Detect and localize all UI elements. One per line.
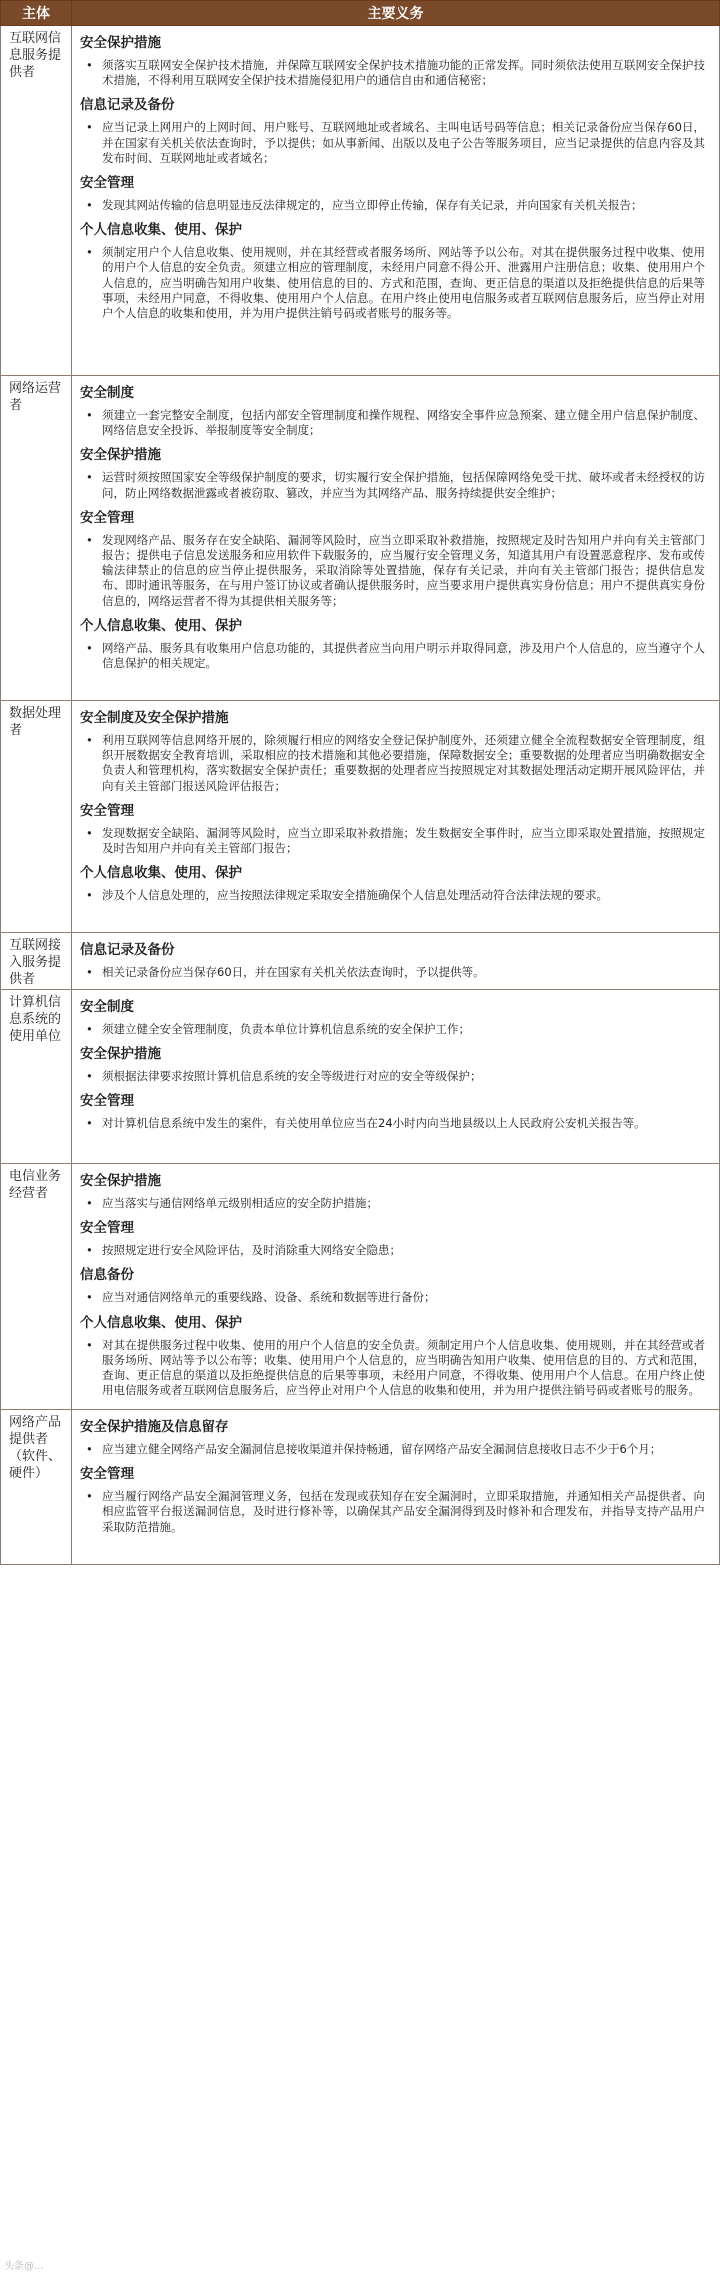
section-text: • 运营时须按照国家安全等级保护制度的要求，切实履行安全保护措施，包括保障网络免受干扰、破坏或者未经授权的访问，防止网络数据泄露或者被窃取、篡改，并应当为其网络产品、服务持续提供安全维护； — [86, 470, 705, 500]
table-row — [1, 26, 720, 376]
section-text: • 利用互联网等信息网络开展的，除须履行相应的网络安全登记保护制度外，还须建立健全全流程数据安全管理制度，组织开展数据安全教育培训，采取相应的技术措施和其他必要措施，保障数据安全；重要数据的处理者应当明确数据安全负责人和管理机构，落实数据安全保护责任；重要数据的处理者应当按照规定对其数据处理活动定期开展风险评估，并向有关主管部门报送风险评估报告； — [86, 733, 705, 794]
duties-cell — [72, 1164, 720, 1410]
section-title: 信息记录及备份 — [80, 942, 175, 958]
subject-cell: 电信业务经营者 — [1, 1164, 72, 1410]
section-text: • 发现数据安全缺陷、漏洞等风险时，应当立即采取补救措施；发生数据安全事件时，应当立即采取处置措施，按照规定及时告知用户并向有关主管部门报告； — [86, 826, 705, 856]
section-title: 个人信息收集、使用、保护 — [80, 617, 242, 634]
section-text: • 发现网络产品、服务存在安全缺陷、漏洞等风险时，应当立即采取补救措施，按照规定及时告知用户并向有关主管部门报告；提供电子信息发送服务和应用软件下载服务的，应当履行安全管理义务，知道其用户有设置恶意程序、发布或传输法律禁止的信息的应当停止提供服务，采取消除等处置措施，保存有关记录，并向有关主管部门报告；提供信息发布、即时通讯等服务，在与用户签订协议或者确认提供服务时，应当要求用户提供真实身份信息；用户不提供真实身份信息的，网络运营者不得为其提供相关服务等； — [86, 533, 705, 609]
table-row — [1, 933, 720, 990]
section-title: 安全保护措施及信息留存 — [80, 1419, 229, 1435]
section-title: 安全管理 — [80, 802, 134, 819]
subject-cell: 数据处理者 — [1, 701, 72, 933]
table-header-row — [1, 1, 720, 26]
section-title: 安全管理 — [80, 1093, 134, 1110]
section-title: 个人信息收集、使用、保护 — [80, 1314, 242, 1331]
section-title: 安全制度及安全保护措施 — [80, 710, 229, 726]
table-row — [1, 990, 720, 1164]
section-text: • 须落实互联网安全保护技术措施，并保障互联网安全保护技术措施功能的正常发挥。同时须依法使用互联网安全保护技术措施，不得利用互联网安全保护技术措施侵犯用户的通信自由和通信秘密； — [86, 58, 705, 88]
section-text: • 网络产品、服务具有收集用户信息功能的，其提供者应当向用户明示并取得同意，涉及用户个人信息的，应当遵守个人信息保护的相关规定。 — [86, 641, 705, 671]
duties-cell — [72, 376, 720, 701]
duties-cell — [72, 1410, 720, 1565]
subject-cell: 计算机信息系统的使用单位 — [1, 990, 72, 1164]
section-title: 信息记录及备份 — [80, 97, 175, 114]
section-title: 安全保护措施 — [80, 1173, 161, 1189]
section-title: 安全管理 — [80, 509, 134, 526]
duties-cell — [72, 933, 720, 990]
watermark: 头条@... — [4, 2261, 44, 2272]
section-title: 信息备份 — [80, 1267, 134, 1284]
section-text: • 发现其网站传输的信息明显违反法律规定的，应当立即停止传输，保存有关记录，并向国家有关机关报告； — [86, 198, 705, 213]
section-text: • 应当履行网络产品安全漏洞管理义务，包括在发现或获知存在安全漏洞时，立即采取措施，并通知相关产品提供者、向相应监管平台报送漏洞信息，及时进行修补等，以确保其产品安全漏洞得到及时修补和合理发布，并指导支持产品用户采取防范措施。 — [86, 1489, 705, 1535]
section-text: • 应当建立健全网络产品安全漏洞信息接收渠道并保持畅通，留存网络产品安全漏洞信息接收日志不少于6个月； — [86, 1442, 705, 1457]
section-text: • 应当落实与通信网络单元级别相适应的安全防护措施； — [86, 1196, 705, 1211]
section-title: 安全管理 — [80, 175, 134, 192]
duties-cell — [72, 701, 720, 933]
subject-cell: 网络产品提供者（软件、硬件） — [1, 1410, 72, 1565]
header-subject: 主体 — [1, 1, 72, 26]
section-text: • 应当记录上网用户的上网时间、用户账号、互联网地址或者域名、主叫电话号码等信息；相关记录备份应当保存60日，并在国家有关机关依法查询时，予以提供；如从事新闻、出版以及电子公告等服务项目，应当记录提供的信息内容及其发布时间、互联网地址或者域名； — [86, 120, 705, 166]
section-text: • 相关记录备份应当保存60日，并在国家有关机关依法查询时，予以提供等。 — [86, 965, 705, 980]
subject-cell: 互联网接入服务提供者 — [1, 933, 72, 990]
section-title: 个人信息收集、使用、保护 — [80, 222, 242, 239]
section-title: 安全制度 — [80, 385, 134, 401]
section-title: 个人信息收集、使用、保护 — [80, 865, 242, 882]
section-title: 安全保护措施 — [80, 447, 161, 464]
table-row — [1, 701, 720, 933]
section-title: 安全管理 — [80, 1220, 134, 1237]
subject-cell: 网络运营者 — [1, 376, 72, 701]
section-text: • 按照规定进行安全风险评估，及时消除重大网络安全隐患； — [86, 1243, 705, 1258]
section-title: 安全制度 — [80, 999, 134, 1015]
section-text: • 对其在提供服务过程中收集、使用的用户个人信息的安全负责。须制定用户个人信息收集、使用规则，并在其经营或者服务场所、网站等予以公布等；收集、使用用户个人信息的，应当明确告知用户收集、使用信息的目的、方式和范围，查询、更正信息的渠道以及拒绝提供信息的后果等事项，未经用户同意，不得收集、使用用户个人信息。在用户终止使用电信服务或者互联网信息服务后，应当停止对用户个人信息的收集和使用，并为用户提供注销号码或者账号的服务。 — [86, 1338, 705, 1399]
subject-cell: 互联网信息服务提供者 — [1, 26, 72, 376]
section-text: • 应当对通信网络单元的重要线路、设备、系统和数据等进行备份； — [86, 1290, 705, 1305]
section-text: • 涉及个人信息处理的，应当按照法律规定采取安全措施确保个人信息处理活动符合法律法规的要求。 — [86, 888, 705, 903]
header-duties: 主要义务 — [72, 1, 720, 26]
table-row — [1, 1164, 720, 1410]
duties-cell — [72, 990, 720, 1164]
section-title: 安全管理 — [80, 1466, 134, 1483]
section-title: 安全保护措施 — [80, 1046, 161, 1063]
section-text: • 须制定用户个人信息收集、使用规则，并在其经营或者服务场所、网站等予以公布。对其在提供服务过程中收集、使用的用户个人信息的安全负责。须建立相应的管理制度，未经用户同意不得公开、泄露用户注册信息；收集、使用用户个人信息的，应当明确告知用户收集、使用信息的目的、方式和范围，查询、更正信息的渠道以及拒绝提供信息的后果等事项，未经用户同意，不得收集、使用用户个人信息。在用户终止使用电信服务或者互联网信息服务后，应当停止对用户个人信息的收集和使用，并为用户提供注销号码或者账号的服务等。 — [86, 245, 705, 321]
table-row — [1, 1410, 720, 1565]
section-title: 安全保护措施 — [80, 35, 161, 51]
section-text: • 对计算机信息系统中发生的案件，有关使用单位应当在24小时内向当地县级以上人民政府公安机关报告等。 — [86, 1116, 705, 1131]
duties-cell — [72, 26, 720, 376]
section-text: • 须根据法律要求按照计算机信息系统的安全等级进行对应的安全等级保护； — [86, 1069, 705, 1084]
section-text: • 须建立健全安全管理制度，负责本单位计算机信息系统的安全保护工作； — [86, 1022, 705, 1037]
section-text: • 须建立一套完整安全制度，包括内部安全管理制度和操作规程、网络安全事件应急预案、建立健全用户信息保护制度、网络信息安全投诉、举报制度等安全制度； — [86, 408, 705, 438]
table-row — [1, 376, 720, 701]
